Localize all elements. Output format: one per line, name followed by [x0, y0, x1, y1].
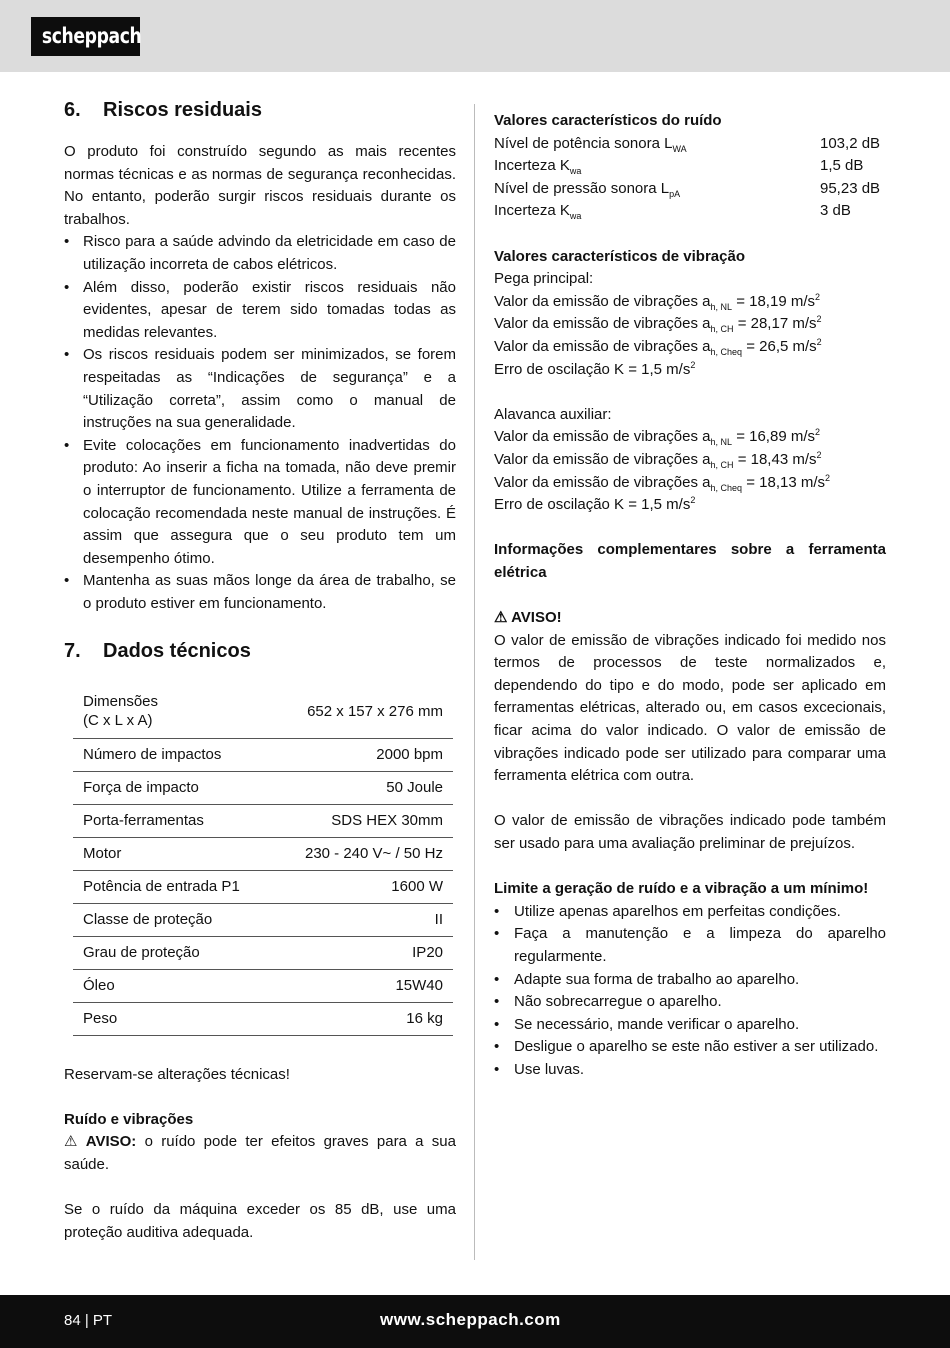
spec-label: Dimensões (C x L x A)	[73, 685, 274, 738]
aux-handle-error: Erro de oscilação K = 1,5 $m/s^2$	[494, 495, 696, 514]
spec-label: Número de impactos	[73, 738, 274, 771]
section-6-intro: O produto foi construído segundo as mais recentes normas técnicas e as normas de segurança reconhecidas. No entanto, poderão surgir riscos residuais durante os trabalhos.	[64, 143, 456, 228]
aux-handle-label: Alavanca auxiliar:	[494, 405, 612, 423]
noise-value-row: Nível de pressão sonora $L_{pA}$ 95,23 dB	[494, 178, 886, 201]
table-row	[73, 936, 453, 969]
column-divider	[474, 104, 475, 1260]
info-text-2: O valor de emissão de vibrações indicado pode também ser usado para uma avaliação preliminar de prejuízos.	[494, 812, 886, 852]
table-row	[73, 804, 453, 837]
spec-value: SDS HEX 30mm	[274, 804, 453, 837]
list-item: • Evite colocações em funcionamento inadvertidas do produto: Ao inserir a ficha na tomada, não deve premir o interruptor de funcionamento. Utilize a ferramenta de colocação recomendada neste manual de instruções. É assim que assegura que o seu produto tem um desempenho ótimo.	[64, 435, 456, 571]
noise-value-row: Incerteza $K_{wa}$ 3 dB	[494, 200, 886, 223]
noise-value: 103,2 dB	[820, 134, 881, 152]
vibration-row: Valor da emissão de vibrações $a_{h, CH} = 18,43$ $m/s^2$	[494, 449, 822, 470]
warning-icon: ⚠	[64, 1133, 78, 1151]
spec-value: 1600 W	[274, 870, 453, 903]
list-item: • Use luvas.	[494, 1059, 886, 1082]
limit-heading: Limite a geração de ruído e a vibração a um mínimo!	[494, 880, 869, 898]
list-item: • Não sobrecarregue o aparelho.	[494, 991, 886, 1014]
website-link[interactable]: www.scheppach.com	[380, 1310, 561, 1329]
spec-label: Peso	[73, 1002, 274, 1035]
right-column	[494, 110, 886, 1082]
vibration-row: Valor da emissão de vibrações $a_{h, CH} = 28,17$ $m/s^2$	[494, 314, 822, 335]
vibration-row: Valor da emissão de vibrações $a_{h, Cheq} = 18,13$ $m/s^2$	[494, 472, 831, 493]
list-item: • Desligue o aparelho se este não estiver a ser utilizado.	[494, 1036, 886, 1059]
list-item: • Utilize apenas aparelhos em perfeitas condições.	[494, 901, 886, 924]
noise-value: 1,5 dB	[820, 157, 864, 175]
info-heading: Informações complementares sobre a ferramenta elétrica	[494, 541, 886, 581]
list-item: • Risco para a saúde advindo da eletricidade em caso de utilização incorreta de cabos elétricos.	[64, 231, 456, 276]
vibration-heading: Valores característicos de vibração	[494, 247, 745, 265]
spec-value: II	[274, 903, 453, 936]
noise-heading: Ruído e vibrações	[64, 1110, 194, 1128]
table-row	[73, 969, 453, 1002]
noise-values-heading: Valores característicos do ruído	[494, 112, 722, 129]
noise-value-row: Incerteza $K_{wa}$ 1,5 dB	[494, 155, 886, 178]
brand-logo: scheppach	[31, 17, 140, 56]
technical-data-table	[73, 685, 453, 1036]
table-row	[73, 1002, 453, 1035]
page-number: 84 | PT	[64, 1312, 113, 1329]
table-row	[73, 685, 453, 738]
section-6-heading: 6. Riscos residuais	[64, 96, 456, 124]
spec-label: Óleo	[73, 969, 274, 1002]
reserved-note: Reservam-se alterações técnicas!	[64, 1065, 290, 1083]
spec-value: 16 kg	[274, 1002, 453, 1035]
spec-value: IP20	[274, 936, 453, 969]
main-handle-label: Pega principal:	[494, 270, 594, 288]
list-item: • Além disso, poderão existir riscos residuais não evidentes, apesar de terem sido tomadas todas as medidas relevantes.	[64, 277, 456, 345]
vibration-row: Valor da emissão de vibrações $a_{h, NL} = 16,89$ $m/s^2$	[494, 427, 821, 448]
spec-label: Classe de proteção	[73, 903, 274, 936]
list-item: • Adapte sua forma de trabalho ao aparelho.	[494, 969, 886, 992]
spec-value: 15W40	[274, 969, 453, 1002]
hearing-protection-text: Se o ruído da máquina exceder os 85 dB, use uma proteção auditiva adequada.	[64, 1201, 456, 1241]
spec-label: Potência de entrada P1	[73, 870, 274, 903]
vibration-row: Valor da emissão de vibrações $a_{h, NL} = 18,19$ $m/s^2$	[494, 291, 821, 312]
spec-value: 2000 bpm	[274, 738, 453, 771]
residual-risks-list	[64, 231, 456, 615]
table-row	[73, 837, 453, 870]
vibration-row: Valor da emissão de vibrações $a_{h, Cheq} = 26,5$ $m/s^2$	[494, 336, 822, 357]
spec-value: 652 x 157 x 276 mm	[274, 685, 453, 738]
info-warning-label: ⚠ AVISO!	[494, 607, 886, 630]
main-handle-values	[494, 291, 886, 359]
noise-value-row: Nível de potência sonora $L_{WA}$ 103,2 dB	[494, 133, 886, 156]
section-7-heading: 7. Dados técnicos	[64, 637, 456, 665]
page-header	[0, 0, 950, 72]
spec-label: Grau de proteção	[73, 936, 274, 969]
list-item: • Os riscos residuais podem ser minimizados, se forem respeitadas as “Indicações de segurança” e a “Utilização correta”, assim como o manual de instruções na sua generalidade.	[64, 344, 456, 434]
aux-handle-values	[494, 426, 886, 494]
table-row	[73, 903, 453, 936]
left-column	[64, 96, 456, 1244]
spec-label: Motor	[73, 837, 274, 870]
list-item: • Mantenha as suas mãos longe da área de trabalho, se o produto estiver em funcionamento.	[64, 570, 456, 615]
limit-list	[494, 901, 886, 1082]
spec-value: 230 - 240 V~ / 50 Hz	[274, 837, 453, 870]
noise-values-list	[494, 133, 886, 223]
section-6-title: Riscos residuais	[103, 99, 262, 121]
page-footer	[0, 1295, 950, 1348]
spec-value: 50 Joule	[274, 771, 453, 804]
main-handle-error: Erro de oscilação K = 1,5 $m/s^2$	[494, 359, 696, 378]
table-row	[73, 738, 453, 771]
noise-warning: ⚠ AVISO: o ruído pode ter efeitos graves para a sua saúde.	[64, 1133, 456, 1173]
table-row	[73, 870, 453, 903]
list-item: • Se necessário, mande verificar o aparelho.	[494, 1014, 886, 1037]
noise-value: 3 dB	[820, 202, 851, 220]
list-item: • Faça a manutenção e a limpeza do aparelho regularmente.	[494, 923, 886, 968]
section-7-title: Dados técnicos	[103, 640, 251, 663]
info-warning-text: O valor de emissão de vibrações indicado foi medido nos termos de processos de teste normalizados e, dependendo do tipo e do modo, pode ser aplicado em ferramentas elétricas, alterado ou, em casos excecionais, ficar acima do valor indicado. O valor de emissão de vibrações indicado pode ser utilizado para comparar uma ferramenta elétrica com outra.	[494, 631, 886, 785]
spec-label: Força de impacto	[73, 771, 274, 804]
spec-label: Porta-ferramentas	[73, 804, 274, 837]
table-row	[73, 771, 453, 804]
warning-icon: ⚠	[494, 609, 508, 627]
noise-value: 95,23 dB	[820, 179, 881, 197]
